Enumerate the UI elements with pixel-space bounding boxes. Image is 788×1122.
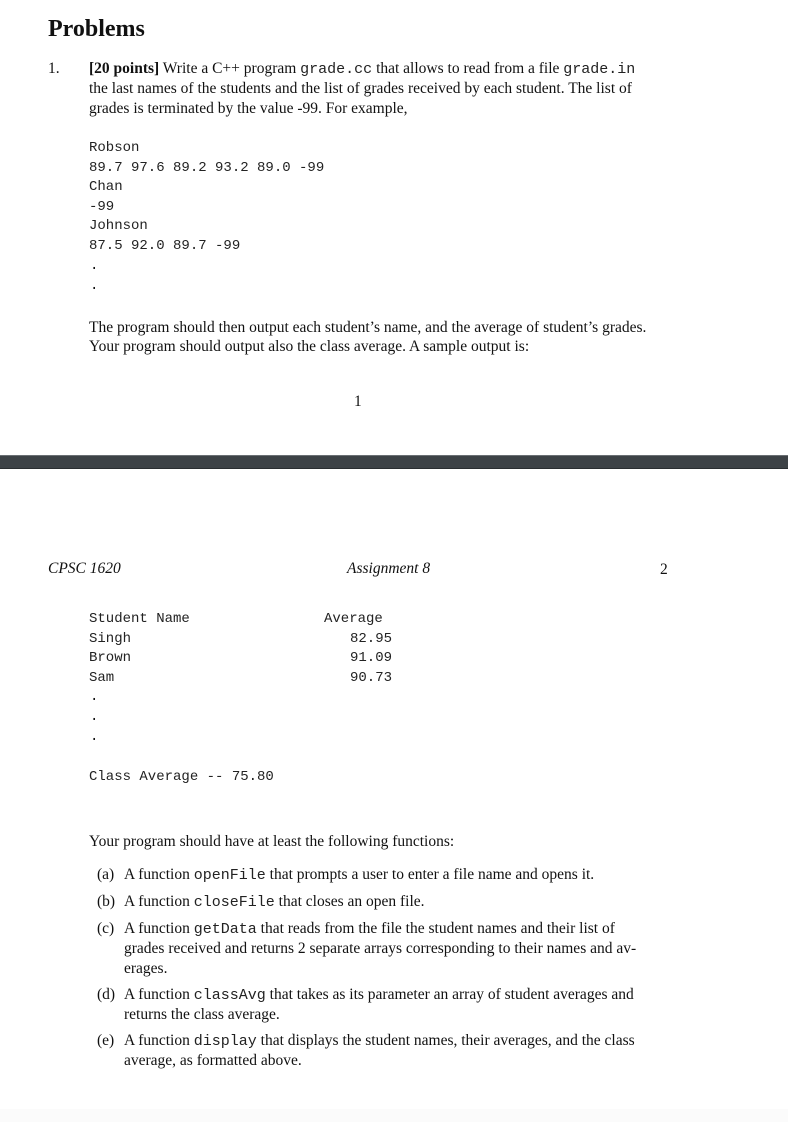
- function-name: classAvg: [193, 987, 266, 1004]
- list-item-continuation: returns the class average.: [124, 1006, 280, 1023]
- table-row-name: Sam: [89, 670, 115, 686]
- table-row-average: 90.73: [349, 670, 392, 686]
- list-item-label: (a): [97, 866, 115, 883]
- input-line: 87.5 92.0 89.7 -99: [89, 238, 241, 254]
- list-item: A function display that displays the student names, their averages, and the class: [124, 1032, 635, 1050]
- problem-intro-line-3: grades is terminated by the value -99. For example,: [89, 100, 408, 117]
- ellipsis-dot: .: [90, 258, 99, 274]
- ellipsis-dot: .: [90, 278, 99, 294]
- table-row-average: 82.95: [349, 631, 392, 647]
- function-name: display: [193, 1033, 257, 1050]
- input-line: Robson: [89, 140, 140, 156]
- class-average-line: Class Average -- 75.80: [89, 769, 274, 785]
- list-item-label: (e): [97, 1032, 115, 1049]
- intro-text-b: that allows to read from a file: [372, 60, 564, 77]
- list-item-continuation: erages.: [124, 960, 168, 977]
- table-row-name: Singh: [89, 631, 132, 647]
- section-heading: Problems: [48, 16, 145, 42]
- output-description-line-1: The program should then output each student’s name, and the average of student’s grades.: [89, 319, 647, 336]
- problem-number: 1.: [48, 60, 60, 77]
- output-description-line-2: Your program should output also the class average. A sample output is:: [89, 338, 530, 355]
- list-item-continuation: grades received and returns 2 separate arrays corresponding to their names and av-: [124, 940, 637, 957]
- table-row-average: 91.09: [349, 650, 392, 666]
- function-name: getData: [193, 921, 257, 938]
- list-item-label: (d): [97, 986, 116, 1003]
- page-number: 1: [354, 393, 362, 410]
- page-2: [0, 469, 788, 1122]
- list-item: A function closeFile that closes an open file.: [124, 893, 425, 911]
- input-line: Chan: [89, 179, 123, 195]
- ellipsis-dot: .: [90, 709, 99, 725]
- input-line: 89.7 97.6 89.2 93.2 89.0 -99: [89, 160, 325, 176]
- file-name-in: grade.in: [563, 61, 636, 78]
- ellipsis-dot: .: [90, 689, 99, 705]
- assignment-header: Assignment 8: [347, 560, 431, 577]
- list-item: A function getData that reads from the file the student names and their list of: [124, 920, 615, 938]
- column-header-average: Average: [324, 611, 383, 627]
- page-1: [0, 0, 788, 455]
- list-item-label: (b): [97, 893, 116, 910]
- input-line: -99: [89, 199, 115, 215]
- list-item: A function classAvg that takes as its parameter an array of student averages and: [124, 986, 634, 1004]
- ellipsis-dot: .: [90, 729, 99, 745]
- page-number: 2: [660, 561, 668, 578]
- table-row-name: Brown: [89, 650, 132, 666]
- problem-intro-line-1: [89, 59, 635, 80]
- function-name: closeFile: [193, 894, 275, 911]
- list-item-continuation: average, as formatted above.: [124, 1052, 302, 1069]
- points-label: [20 points]: [89, 60, 160, 77]
- intro-text-a: Write a C++ program: [159, 60, 301, 77]
- input-line: Johnson: [89, 218, 148, 234]
- functions-intro: Your program should have at least the following functions:: [89, 833, 455, 850]
- column-header-name: Student Name: [89, 611, 190, 627]
- function-name: openFile: [193, 867, 266, 884]
- problem-intro-line-2: the last names of the students and the list of grades received by each student. The list of: [89, 80, 632, 97]
- list-item: A function openFile that prompts a user to enter a file name and opens it.: [124, 866, 595, 884]
- list-item-label: (c): [97, 920, 115, 937]
- course-header: CPSC 1620: [48, 560, 121, 577]
- file-name-cc: grade.cc: [300, 61, 373, 78]
- page-divider: [0, 455, 788, 469]
